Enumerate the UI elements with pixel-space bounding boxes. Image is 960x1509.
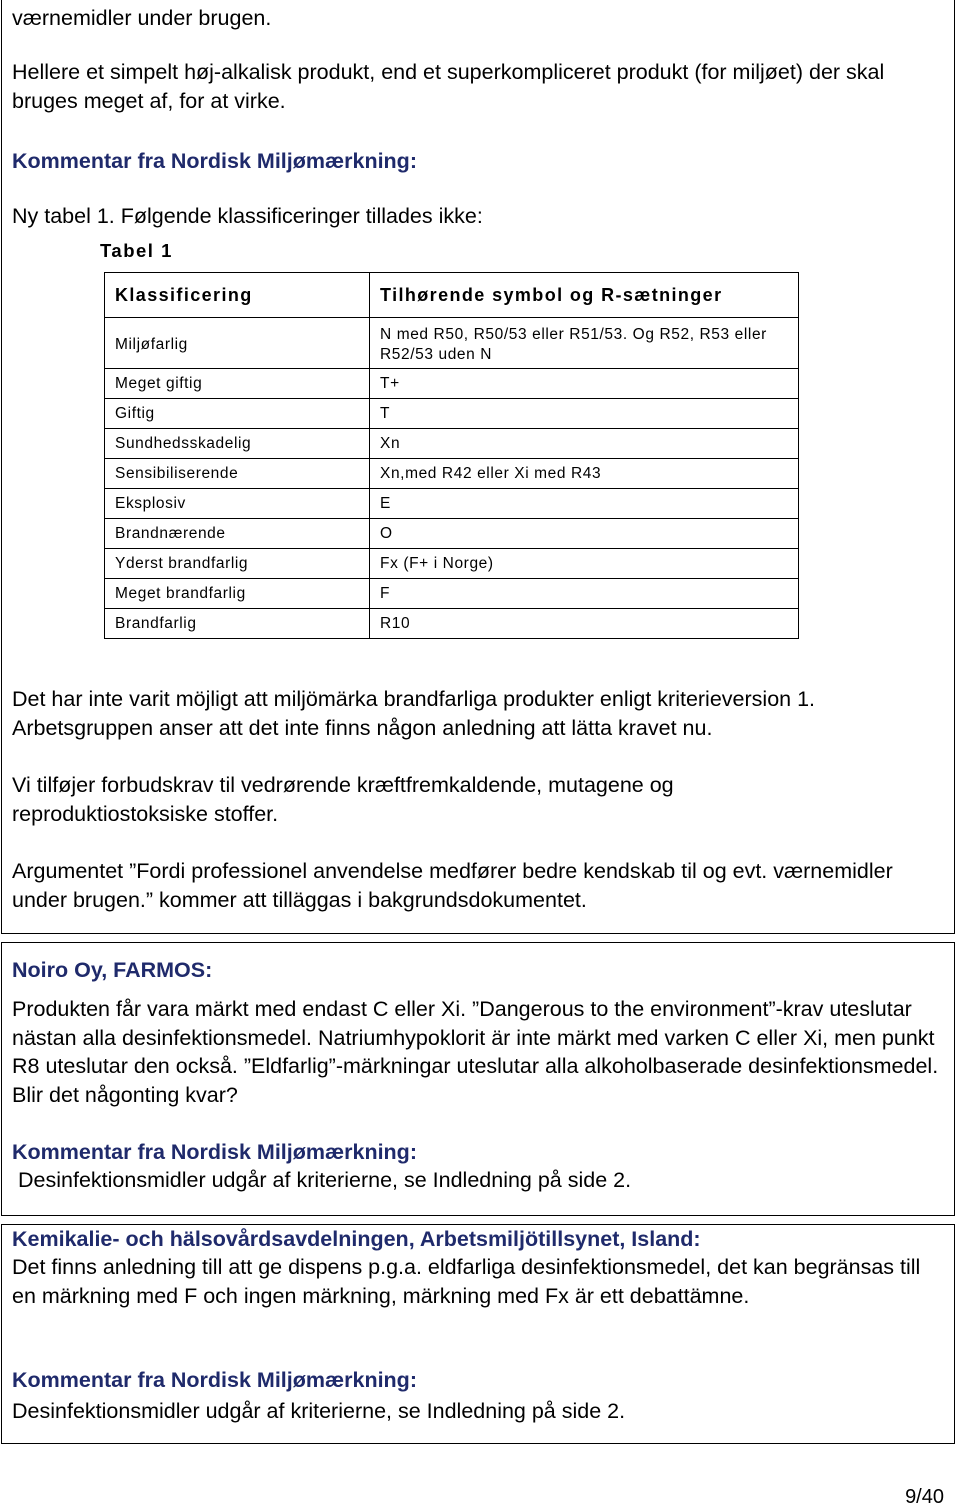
table-row [105,318,799,369]
table-intro: Ny tabel 1. Følgende klassificeringer tillades ikke: [12,204,483,228]
table-cell-classification: Yderst brandfarlig [105,549,370,579]
paragraph-argumentet: Argumentet ”Fordi professionel anvendelse medfører bedre kendskab til og evt. værnemidler under brugen.” kommer att tilläggas i bakgrundsdokumentet. [12,859,893,912]
table-row [105,489,799,519]
table-cell-classification: Miljøfarlig [105,318,370,369]
table-header-row [105,273,799,318]
table-cell-symbol: F [370,579,799,609]
table-cell-symbol: T+ [370,369,799,399]
comment-body-3: Desinfektionsmidler udgår af kriterierne, se Indledning på side 2. [12,1399,626,1423]
table-cell-symbol: E [370,489,799,519]
table-cell-symbol: R10 [370,609,799,639]
table-cell-classification: Brandnærende [105,519,370,549]
table-cell-classification: Meget giftig [105,369,370,399]
noiro-heading: Noiro Oy, FARMOS: [12,958,213,982]
table-cell-classification: Brandfarlig [105,609,370,639]
table-row [105,549,799,579]
table-header-cell: Tilhørende symbol og R-sætninger [370,273,799,318]
page-number: 9/40 [905,1486,944,1508]
classification-table [104,272,799,639]
comment-body-2: Desinfektionsmidler udgår af kriterierne, se Indledning på side 2. [18,1168,632,1192]
table-row [105,519,799,549]
paragraph-brandfarliga: Det har inte varit möjligt att miljömärka brandfarliga produkter enligt kriterieversion 1. Arbetsgruppen anser att det inte finns någon anledning att lätta kravet nu. [12,687,816,740]
comment-heading-3: Kommentar fra Nordisk Miljømærkning: [12,1368,417,1392]
table-row [105,459,799,489]
table-cell-symbol: T [370,399,799,429]
table-row [105,609,799,639]
table-cell-classification: Eksplosiv [105,489,370,519]
table-cell-symbol: N med R50, R50/53 eller R51/53. Og R52, R53 eller R52/53 uden N [370,318,799,369]
table-cell-classification: Sundhedsskadelig [105,429,370,459]
table-row [105,399,799,429]
island-heading: Kemikalie- och hälsovårdsavdelningen, Arbetsmiljötillsynet, Island: [12,1227,701,1251]
table-row [105,369,799,399]
text-line-1: værnemidler under brugen. [12,6,272,30]
noiro-body: Produkten får vara märkt med endast C eller Xi. ”Dangerous to the environment”-krav uteslutar nästan alla desinfektionsmedel. Natriumhypoklorit är inte märkt med varken C eller Xi, men punkt R8 uteslutar den också. ”Eldfarlig”-märkningar uteslutar alla alkoholbaserade desinfektionsmedel. Blir det någonting kvar? [12,997,939,1107]
table-header-cell: Klassificering [105,273,370,318]
paragraph-forbudskrav: Vi tilføjer forbudskrav til vedrørende kræftfremkaldende, mutagene og reproduktiostoksiske stoffer. [12,773,674,826]
table-cell-symbol: Fx (F+ i Norge) [370,549,799,579]
table-row [105,429,799,459]
comment-heading-1: Kommentar fra Nordisk Miljømærkning: [12,149,417,173]
table-caption: Tabel 1 [100,240,173,261]
table-cell-symbol: Xn [370,429,799,459]
table-cell-classification: Giftig [105,399,370,429]
table-cell-classification: Meget brandfarlig [105,579,370,609]
comment-heading-2: Kommentar fra Nordisk Miljømærkning: [12,1140,417,1164]
table-cell-symbol: Xn,med R42 eller Xi med R43 [370,459,799,489]
paragraph-alkaline: Hellere et simpelt høj-alkalisk produkt, end et superkompliceret produkt (for miljøet) der skal bruges meget af, for at virke. [12,60,885,113]
table-cell-symbol: O [370,519,799,549]
table-cell-classification: Sensibiliserende [105,459,370,489]
island-body: Det finns anledning till att ge dispens p.g.a. eldfarliga desinfektionsmedel, det kan begränsas till en märkning med F och ingen märkning, märkning med Fx är ett debattämne. [12,1255,921,1308]
table-row [105,579,799,609]
